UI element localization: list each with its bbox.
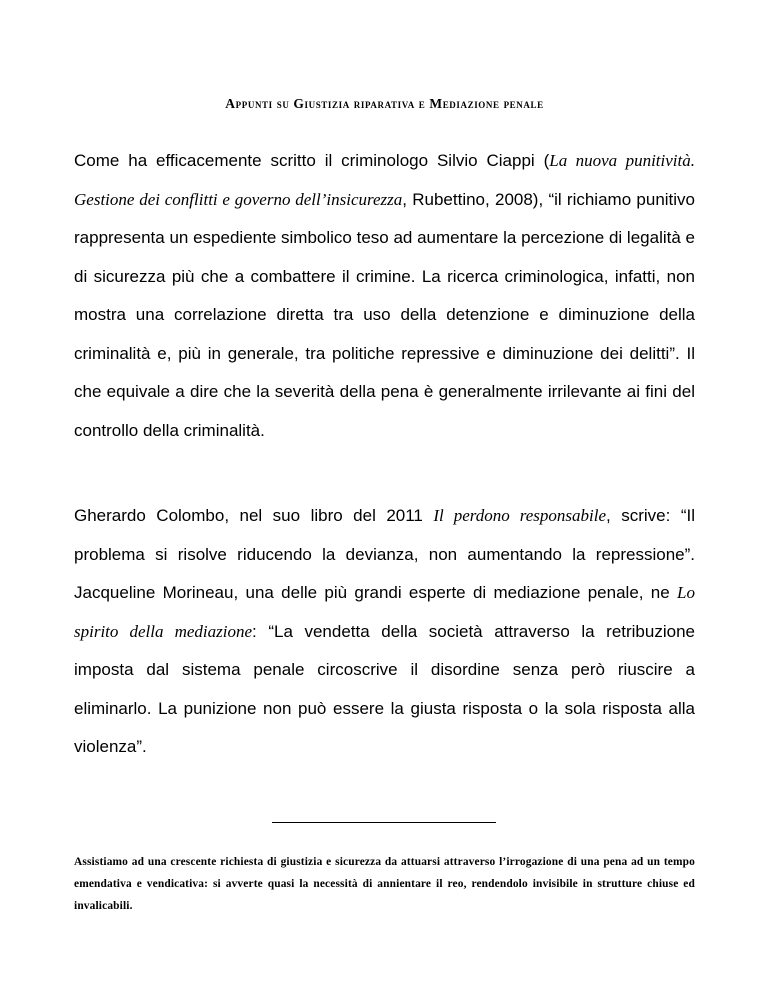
footnote-text: Assistiamo ad una crescente richiesta di giustizia e sicurezza da attuarsi attraverso l’irrogazione di una pena ad un tempo emendativa e vendicativa: si avverte quasi la necessità di annientare il reo, rendendolo invisibile in strutture chiuse ed invalicabili. xyxy=(74,856,695,912)
paragraph-1-body: , Rubettino, 2008), “il richiamo punitivo rappresenta un espediente simbolico teso ad aumentare la percezione di legalità e di sicurezza più che a combattere il crimine. La ricerca criminologica, infatti, non mostra una correlazione diretta tra uso della detenzione e diminuzione della criminalità e, più in generale, tra politiche repressive e diminuzione dei delitti”. Il che equivale a dire che la severità della pena è generalmente irrilevante ai fini del controllo della criminalità. xyxy=(74,189,696,440)
paragraph-2-quote: , scrive: “Il problema si risolve riducendo la devianza, non aumentando la repressione”. Jacqueline Morineau, una delle più grandi esperte di mediazione penale, ne xyxy=(74,506,695,602)
book-title-nuova-punitivita: La nuova punitività. Gestione dei conflitti e governo dell’insicurezza xyxy=(74,151,695,209)
book-title-perdono-responsabile: Il perdono responsabile xyxy=(433,506,607,525)
paragraph-2-lead: Gherardo Colombo, nel suo libro del 2011 xyxy=(74,506,434,525)
paragraph-ciappi xyxy=(74,142,695,450)
paragraph-2-quote-2: : “La vendetta della società attraverso la retribuzione imposta dal sistema penale circoscrive il disordine senza però riuscire a eliminarlo. La punizione non può essere la giusta risposta o la sola risposta alla violenza”. xyxy=(74,621,695,756)
paragraph-1-lead: Come ha efficacemente scritto il criminologo Silvio Ciappi ( xyxy=(74,151,550,170)
separator-line xyxy=(272,822,496,823)
paragraph-colombo-morineau xyxy=(74,497,695,767)
book-title-spirito-mediazione: Lo spirito della mediazione xyxy=(74,583,695,641)
document-title: Appunti su Giustizia riparativa e Mediazione penale xyxy=(225,96,544,111)
